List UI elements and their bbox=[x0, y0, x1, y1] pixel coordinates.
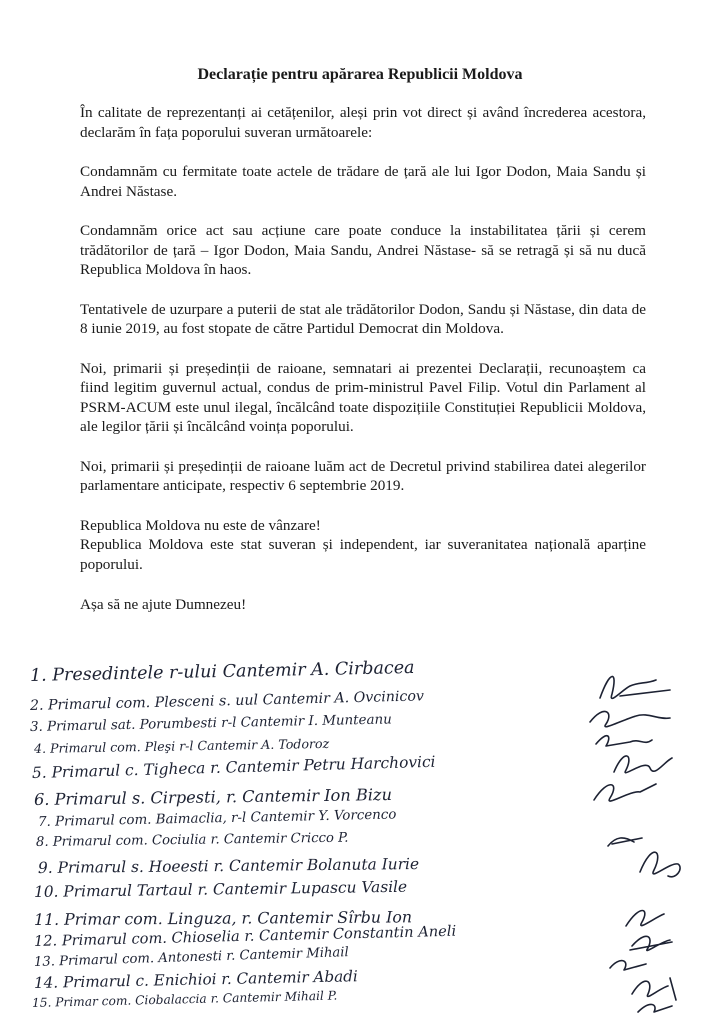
document-title: Declarație pentru apărarea Republicii Moldova bbox=[197, 66, 523, 83]
signature-row-14: 14. Primarul c. Enichioi r. Cantemir Abadi bbox=[33, 967, 358, 992]
closing-line-not-for-sale: Republica Moldova nu este de vânzare! bbox=[80, 516, 321, 534]
closing-line-sovereign: Republica Moldova este stat suveran și independent, iar suveranitatea națională aparține poporului. bbox=[80, 536, 646, 573]
paragraph-early-elections: Noi, primarii și președinții de raioane luăm act de Decretul privind stabilirea datei alegerilor parlamentare anticipate, respectiv 6 septembrie 2019. bbox=[80, 457, 646, 494]
signature-row-5: 5. Primarul c. Tigheca r. Cantemir Petru Harchovici bbox=[31, 752, 436, 782]
paragraph-condemn-treason: Condamnăm cu fermitate toate actele de trădare de țară ale lui Igor Dodon, Maia Sandu și Andrei Năstase. bbox=[80, 163, 646, 200]
signature-row-10: 10. Primarul Tartaul r. Cantemir Lupascu Vasile bbox=[33, 877, 408, 901]
paragraph-usurpation: Tentativele de uzurpare a puterii de stat ale trădătorilor Dodon, Sandu și Năstase, din data de 8 iunie 2019, au fost stopate de către Partidul Democrat din Moldova. bbox=[80, 300, 646, 337]
signature-row-12: 12. Primarul com. Chioselia r. Cantemir Constantin Aneli bbox=[33, 922, 457, 950]
signature-row-8: 8. Primarul com. Cociulia r. Cantemir Cricco P. bbox=[35, 830, 349, 850]
signature-row-4: 4. Primarul com. Pleşi r-l Cantemir A. Todoroz bbox=[33, 735, 330, 756]
document-body bbox=[80, 103, 646, 635]
signature-row-15: 15. Primar com. Ciobalaccia r. Cantemir Mihail P. bbox=[31, 988, 338, 1010]
closing-final: Așa să ne ajute Dumnezeu! bbox=[80, 596, 247, 613]
signature-row-2: 2. Primarul com. Plesceni s. uul Cantemir A. Ovcinicov bbox=[29, 688, 425, 714]
signature-row-9: 9. Primarul s. Hoeesti r. Cantemir Bolanuta Iurie bbox=[37, 855, 420, 877]
signature-row-1: 1. Presedintele r-ului Cantemir A. Cirbacea bbox=[29, 657, 415, 686]
signature-row-3: 3. Primarul sat. Porumbesti r-l Cantemir I. Munteanu bbox=[29, 712, 392, 735]
paragraph-intro: În calitate de reprezentanți ai cetățenilor, aleși prin vot direct și având încrederea acestora, declarăm în fața poporului suveran următoarele: bbox=[80, 104, 646, 141]
handwritten-signatures-graphic bbox=[560, 650, 710, 1016]
signature-list bbox=[0, 650, 720, 1016]
signature-row-6: 6. Primarul s. Cirpesti, r. Cantemir Ion Bizu bbox=[33, 785, 393, 809]
paragraph-legitimate-government: Noi, primarii și președinții de raioane, semnatari ai prezentei Declarații, recunoaștem ca fiind legitim guvernul actual, condus de prim-ministrul Pavel Filip. Votul din Parlament al PSRM-ACUM este unul ilegal, încălcând toate dispozițiile Constituției Republicii Moldova, ale legilor țării și încălcând voința poporului. bbox=[80, 359, 646, 435]
signature-row-13: 13. Primarul com. Antonesti r. Cantemir Mihail bbox=[33, 945, 349, 970]
signature-row-7: 7. Primarul com. Baimaclia, r-l Cantemir Y. Vorcenco bbox=[37, 807, 397, 830]
signature-row-11: 11. Primar com. Linguza, r. Cantemir Sîrbu Ion bbox=[33, 907, 413, 929]
paragraph-condemn-instability: Condamnăm orice act sau acțiune care poate conduce la instabilitatea țării și cerem trădătorilor de țară – Igor Dodon, Maia Sandu, Andrei Năstase- să se retragă și să nu ducă Republica Moldova în haos. bbox=[80, 222, 646, 278]
